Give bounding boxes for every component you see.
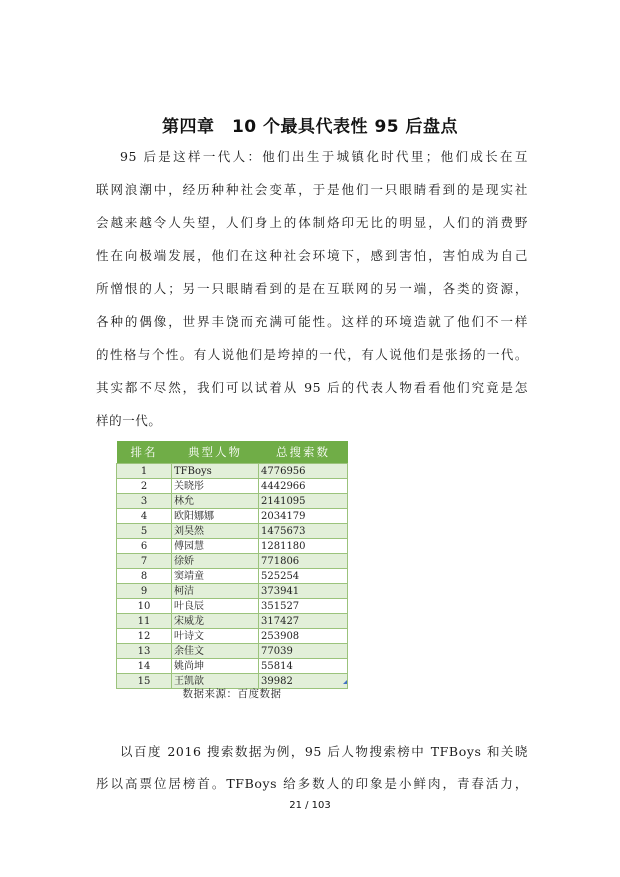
table-row (117, 524, 348, 539)
table-row (117, 614, 348, 629)
paragraph-line: 联网浪潮中，经历种种社会变革，于是他们一只眼睛看到的是现实社 (96, 182, 528, 197)
person-cell: 徐娇 (172, 554, 259, 569)
count-cell: 39982 (259, 674, 348, 689)
rank-cell: 15 (117, 674, 172, 689)
rank-cell: 2 (117, 479, 172, 494)
table-resize-handle-icon (343, 680, 347, 684)
table-row (117, 644, 348, 659)
count-cell: 55814 (259, 659, 348, 674)
header-rank: 排名 (117, 441, 172, 464)
page-number: 21 / 103 (289, 800, 331, 811)
rank-cell: 4 (117, 509, 172, 524)
count-cell: 4442966 (259, 479, 348, 494)
rank-cell: 1 (117, 464, 172, 479)
person-cell: 叶诗文 (172, 629, 259, 644)
count-cell: 1281180 (259, 539, 348, 554)
count-cell: 525254 (259, 569, 348, 584)
table-row (117, 659, 348, 674)
person-cell: 柯洁 (172, 584, 259, 599)
table-header-row (117, 441, 348, 464)
count-cell: 317427 (259, 614, 348, 629)
person-cell: 姚尚坤 (172, 659, 259, 674)
rank-cell: 9 (117, 584, 172, 599)
paragraph-line: 样的一代。 (96, 413, 162, 428)
table-row (117, 539, 348, 554)
table-caption: 数据来源：百度数据 (182, 688, 282, 700)
count-cell: 4776956 (259, 464, 348, 479)
paragraph-line: 的性格与个性。有人说他们是垮掉的一代，有人说他们是张扬的一代。 (96, 347, 528, 362)
table-row (117, 509, 348, 524)
person-cell: 刘昊然 (172, 524, 259, 539)
table-row (117, 569, 348, 584)
count-cell: 1475673 (259, 524, 348, 539)
person-cell: 王凯歆 (172, 674, 259, 689)
header-search-count: 总搜索数 (259, 441, 348, 464)
rank-cell: 6 (117, 539, 172, 554)
ranking-table (116, 441, 348, 689)
paragraph-line: 各种的偶像，世界丰饶而充满可能性。这样的环境造就了他们不一样 (96, 314, 528, 329)
person-cell: 关晓彤 (172, 479, 259, 494)
table-row (117, 629, 348, 644)
rank-cell: 12 (117, 629, 172, 644)
person-cell: 余佳文 (172, 644, 259, 659)
count-cell: 373941 (259, 584, 348, 599)
person-cell: 林允 (172, 494, 259, 509)
count-cell: 2034179 (259, 509, 348, 524)
rank-cell: 13 (117, 644, 172, 659)
table-row (117, 584, 348, 599)
paragraph-line: 性在向极端发展，他们在这种社会环境下，感到害怕，害怕成为自己 (96, 248, 528, 263)
table-row (117, 554, 348, 569)
rank-cell: 8 (117, 569, 172, 584)
header-person: 典型人物 (172, 441, 259, 464)
count-cell: 253908 (259, 629, 348, 644)
paragraph-line: 会越来越令人失望，人们身上的体制烙印无比的明显，人们的消费野 (96, 215, 528, 230)
table-row (117, 599, 348, 614)
rank-cell: 5 (117, 524, 172, 539)
paragraph-line: 其实都不尽然，我们可以试着从 95 后的代表人物看看他们究竟是怎 (96, 380, 528, 395)
person-cell: 宋威龙 (172, 614, 259, 629)
count-cell: 2141095 (259, 494, 348, 509)
rank-cell: 11 (117, 614, 172, 629)
person-cell: 欧阳娜娜 (172, 509, 259, 524)
rank-cell: 3 (117, 494, 172, 509)
count-cell: 771806 (259, 554, 348, 569)
table-row (117, 479, 348, 494)
count-cell: 77039 (259, 644, 348, 659)
paragraph-line: 所憎恨的人；另一只眼睛看到的是在互联网的另一端，各类的资源， (96, 281, 528, 296)
person-cell: 叶良辰 (172, 599, 259, 614)
paragraph-line: 95 后是这样一代人：他们出生于城镇化时代里；他们成长在互 (120, 149, 528, 164)
person-cell: TFBoys (172, 464, 259, 479)
table-row (117, 464, 348, 479)
rank-cell: 10 (117, 599, 172, 614)
rank-cell: 7 (117, 554, 172, 569)
paragraph-line: 以百度 2016 搜索数据为例，95 后人物搜索榜中 TFBoys 和关晓 (120, 744, 528, 759)
rank-cell: 14 (117, 659, 172, 674)
person-cell: 傅园慧 (172, 539, 259, 554)
paragraph-line: 彤以高票位居榜首。TFBoys 给多数人的印象是小鲜肉，青春活力， (96, 776, 528, 791)
count-cell: 351527 (259, 599, 348, 614)
table-row (117, 494, 348, 509)
person-cell: 窦靖童 (172, 569, 259, 584)
chapter-title: 第四章 10 个最具代表性 95 后盘点 (161, 117, 459, 137)
